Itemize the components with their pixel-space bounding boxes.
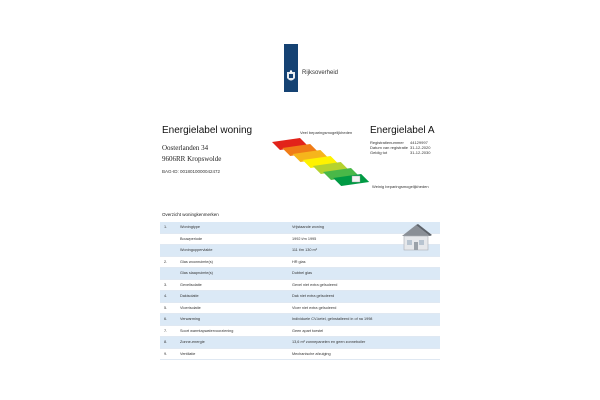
meta-key: Datum van registratie [370, 145, 409, 150]
row-label: Glas slaapruimte(s) [180, 271, 213, 276]
meta-row [370, 150, 460, 155]
table-row [160, 326, 440, 338]
house-icon [398, 222, 434, 252]
row-label: Gevelisolatie [180, 282, 202, 287]
table-row [160, 349, 440, 361]
row-value: Vrijstaande woning [292, 225, 324, 230]
row-label: Dakisolatie [180, 294, 199, 299]
table-title: Overzicht woningkenmerken [162, 212, 219, 217]
row-label: Verwarming [180, 317, 201, 322]
table-row [160, 303, 440, 315]
row-number: 6. [164, 317, 168, 322]
rijksoverheid-logo [284, 44, 298, 92]
current-class-marker [352, 176, 360, 182]
meta-value: 44129997 [410, 140, 428, 145]
label-top-note: Veel beparingsmogelijkheden [300, 130, 353, 135]
crest-icon [285, 70, 297, 84]
org-name: Rijksoverheid [302, 70, 339, 76]
row-label: Woningoppervlakte [180, 248, 213, 253]
row-value: HR glas [292, 259, 306, 264]
meta-key: Registratienummer [370, 140, 404, 145]
label-bottom-note: Weinig beparingsmogelijkheden [372, 184, 429, 189]
row-number: 7. [164, 328, 168, 333]
row-number: 4. [164, 294, 168, 299]
row-number: 3. [164, 282, 168, 287]
table-row [160, 257, 440, 269]
row-value: Dak niet extra geïsoleerd [292, 294, 335, 299]
row-value: 13,6 m² zonnepanelen en geen zonneboiler [292, 340, 366, 345]
row-value: Vloer niet extra geïsoleerd [292, 305, 337, 310]
table-row [160, 337, 440, 349]
row-label: Ventilatie [180, 351, 196, 356]
row-value: Dubbel glas [292, 271, 313, 276]
row-value: Geen apart toestel [292, 328, 324, 333]
row-label: Zonne-energie [180, 340, 205, 345]
table-row [160, 268, 440, 280]
table-row [160, 280, 440, 292]
row-number: 2. [164, 259, 168, 264]
row-value: Mechanische afzuiging [292, 351, 331, 356]
label-heading: Energielabel A [370, 125, 435, 136]
page-title: Energielabel woning [162, 125, 253, 136]
meta-value: 31-12-2030 [410, 150, 431, 155]
row-number: 1. [164, 225, 168, 230]
row-label: Woningtype [180, 225, 200, 230]
meta-key: Geldig tot [370, 150, 388, 155]
row-label: Bouwperiode [180, 236, 203, 241]
row-label: Vloerisolatie [180, 305, 201, 310]
row-label: Glas woonruimte(s) [180, 259, 213, 264]
table-row [160, 314, 440, 326]
row-value: 111 t/m 130 m² [292, 248, 317, 253]
row-label: Soort warmtapwatervoorziening [180, 328, 234, 333]
row-value: Individuele CV-ketel, geïnstalleerd in of na 1998 [292, 317, 373, 322]
address-city: 9606RR Kropswolde [162, 155, 222, 163]
row-value: 1992 t/m 1995 [292, 236, 317, 241]
meta-value: 31-12-2020 [410, 145, 431, 150]
row-number: 5. [164, 305, 168, 310]
bag-id: BAG-ID: 0018010000042472 [162, 169, 221, 174]
row-number: 9. [164, 351, 168, 356]
row-value: Gevel niet extra geïsoleerd [292, 282, 338, 287]
label-meta [370, 140, 460, 155]
row-number: 8. [164, 340, 168, 345]
table-row [160, 291, 440, 303]
address-street: Oosterlanden 34 [162, 144, 209, 152]
